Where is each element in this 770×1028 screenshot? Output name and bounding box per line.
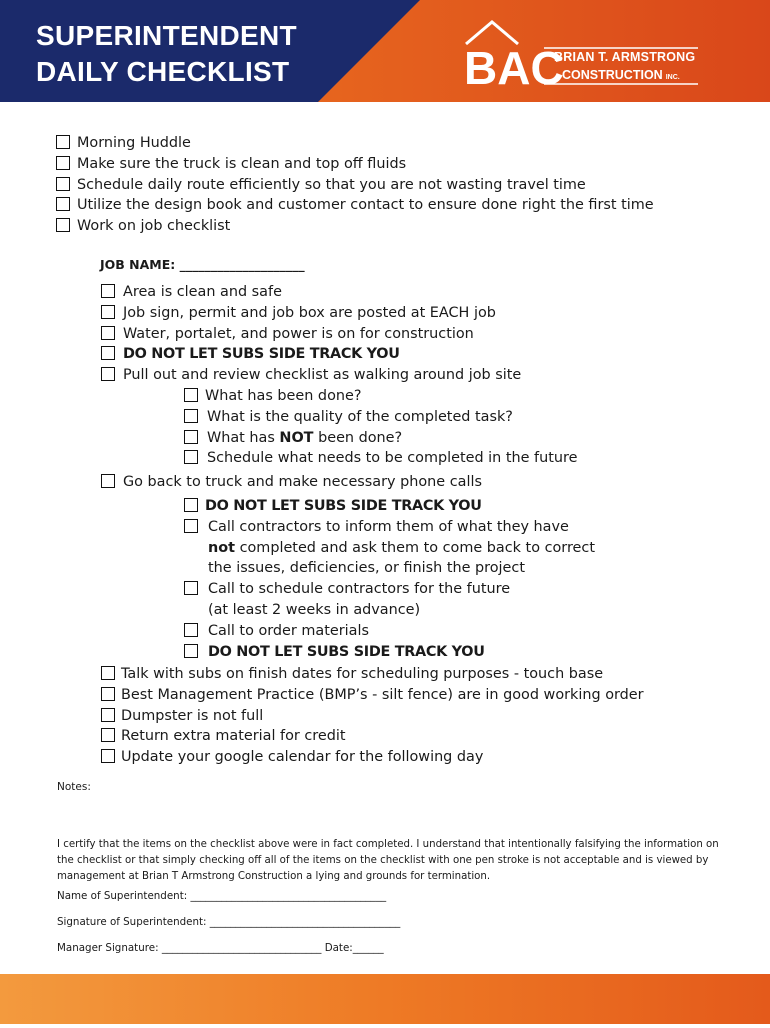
checkbox[interactable]	[184, 409, 198, 423]
header-banner	[0, 0, 770, 102]
checkbox[interactable]	[184, 388, 198, 402]
checkbox[interactable]	[101, 326, 115, 340]
item-label	[207, 428, 402, 449]
checkbox[interactable]	[56, 177, 70, 191]
checkbox[interactable]	[101, 284, 115, 298]
item-label: Return extra material for credit	[121, 728, 346, 745]
company-inc: INC.	[665, 74, 680, 81]
item-label: Dumpster is not full	[121, 707, 264, 724]
footer-banner	[0, 974, 770, 1024]
item-label: Pull out and review checklist as walking around job site	[123, 367, 522, 384]
checkbox[interactable]	[101, 708, 115, 722]
checkbox[interactable]	[56, 218, 70, 232]
item-label: Make sure the truck is clean and top off fluids	[77, 155, 407, 172]
item-label: the issues, deficiencies, or finish the project	[208, 560, 525, 577]
checkbox[interactable]	[101, 687, 115, 701]
item-text: completed and ask them to come back to correct	[235, 539, 595, 556]
checkbox[interactable]	[101, 305, 115, 319]
checkbox[interactable]	[101, 474, 115, 488]
checkbox[interactable]	[101, 666, 115, 680]
company-type	[562, 68, 680, 82]
job-name-field[interactable]: JOB NAME: ____________________	[100, 257, 305, 272]
warning-label: DO NOT LET SUBS SIDE TRACK YOU	[205, 498, 482, 514]
item-text: What has	[207, 429, 280, 446]
company-name: BRIAN T. ARMSTRONG	[554, 50, 696, 64]
item-label	[208, 538, 595, 559]
checkbox[interactable]	[184, 450, 198, 464]
checkbox[interactable]	[56, 197, 70, 211]
footer-background	[0, 974, 770, 1024]
checkbox[interactable]	[184, 644, 198, 658]
company-logo	[462, 20, 702, 92]
item-label: Area is clean and safe	[123, 284, 282, 300]
item-label: Morning Huddle	[77, 135, 191, 151]
manager-signature-field[interactable]: Manager Signature: _______________________________ Date:______	[57, 942, 384, 954]
item-label: (at least 2 weeks in advance)	[208, 601, 421, 618]
superintendent-name-field[interactable]: Name of Superintendent: ______________________________________	[57, 890, 387, 902]
item-label: Water, portalet, and power is on for construction	[123, 325, 474, 342]
item-emphasis: NOT	[279, 429, 314, 446]
company-construction: CONSTRUCTION	[562, 68, 663, 82]
notes-label[interactable]: Notes:	[57, 781, 91, 793]
item-text: been done?	[313, 429, 403, 446]
item-label: Job sign, permit and job box are posted at EACH job	[123, 304, 496, 321]
logo-mark-text: BAC	[464, 42, 564, 92]
item-label: Update your google calendar for the following day	[121, 749, 484, 766]
checkbox[interactable]	[56, 156, 70, 170]
checkbox[interactable]	[56, 135, 70, 149]
item-label: Utilize the design book and customer contact to ensure done right the first time	[77, 197, 654, 214]
item-label: Call contractors to inform them of what they have	[208, 518, 569, 535]
checkbox[interactable]	[101, 367, 115, 381]
checkbox[interactable]	[101, 346, 115, 360]
certification-statement: I certify that the items on the checklist above were in fact completed. I understand that intentionally falsifying the information on the checklist or that simply checking off all of the items on the checklist with one pen stroke is not acceptable and is viewed by management at Brian T Armstrong Construction a lying and grounds for termination.	[57, 839, 719, 882]
item-emphasis: not	[208, 539, 236, 556]
item-label: Talk with subs on finish dates for scheduling purposes - touch base	[121, 666, 604, 682]
item-label: Work on job checklist	[77, 218, 231, 235]
warning-label: DO NOT LET SUBS SIDE TRACK YOU	[123, 346, 400, 363]
item-label: Schedule what needs to be completed in the future	[207, 450, 578, 467]
item-label: Call to order materials	[208, 622, 369, 639]
item-label: Best Management Practice (BMP’s - silt fence) are in good working order	[121, 686, 644, 703]
checkbox[interactable]	[184, 519, 198, 533]
item-label: Schedule daily route efficiently so that you are not wasting travel time	[77, 176, 586, 193]
item-label: What has been done?	[205, 388, 362, 404]
warning-label: DO NOT LET SUBS SIDE TRACK YOU	[208, 643, 485, 660]
item-label: Call to schedule contractors for the future	[208, 581, 511, 598]
checkbox[interactable]	[184, 581, 198, 595]
checkbox[interactable]	[184, 623, 198, 637]
item-label: Go back to truck and make necessary phone calls	[123, 474, 482, 490]
superintendent-signature-field[interactable]: Signature of Superintendent: _____________________________________	[57, 916, 401, 928]
item-label: What is the quality of the completed task?	[207, 408, 513, 425]
checkbox[interactable]	[101, 749, 115, 763]
title-line-2: DAILY CHECKLIST	[36, 56, 290, 87]
title-line-1: SUPERINTENDENT	[36, 20, 297, 51]
checkbox[interactable]	[184, 430, 198, 444]
page-title	[36, 18, 297, 90]
checkbox[interactable]	[184, 498, 198, 512]
checkbox[interactable]	[101, 728, 115, 742]
